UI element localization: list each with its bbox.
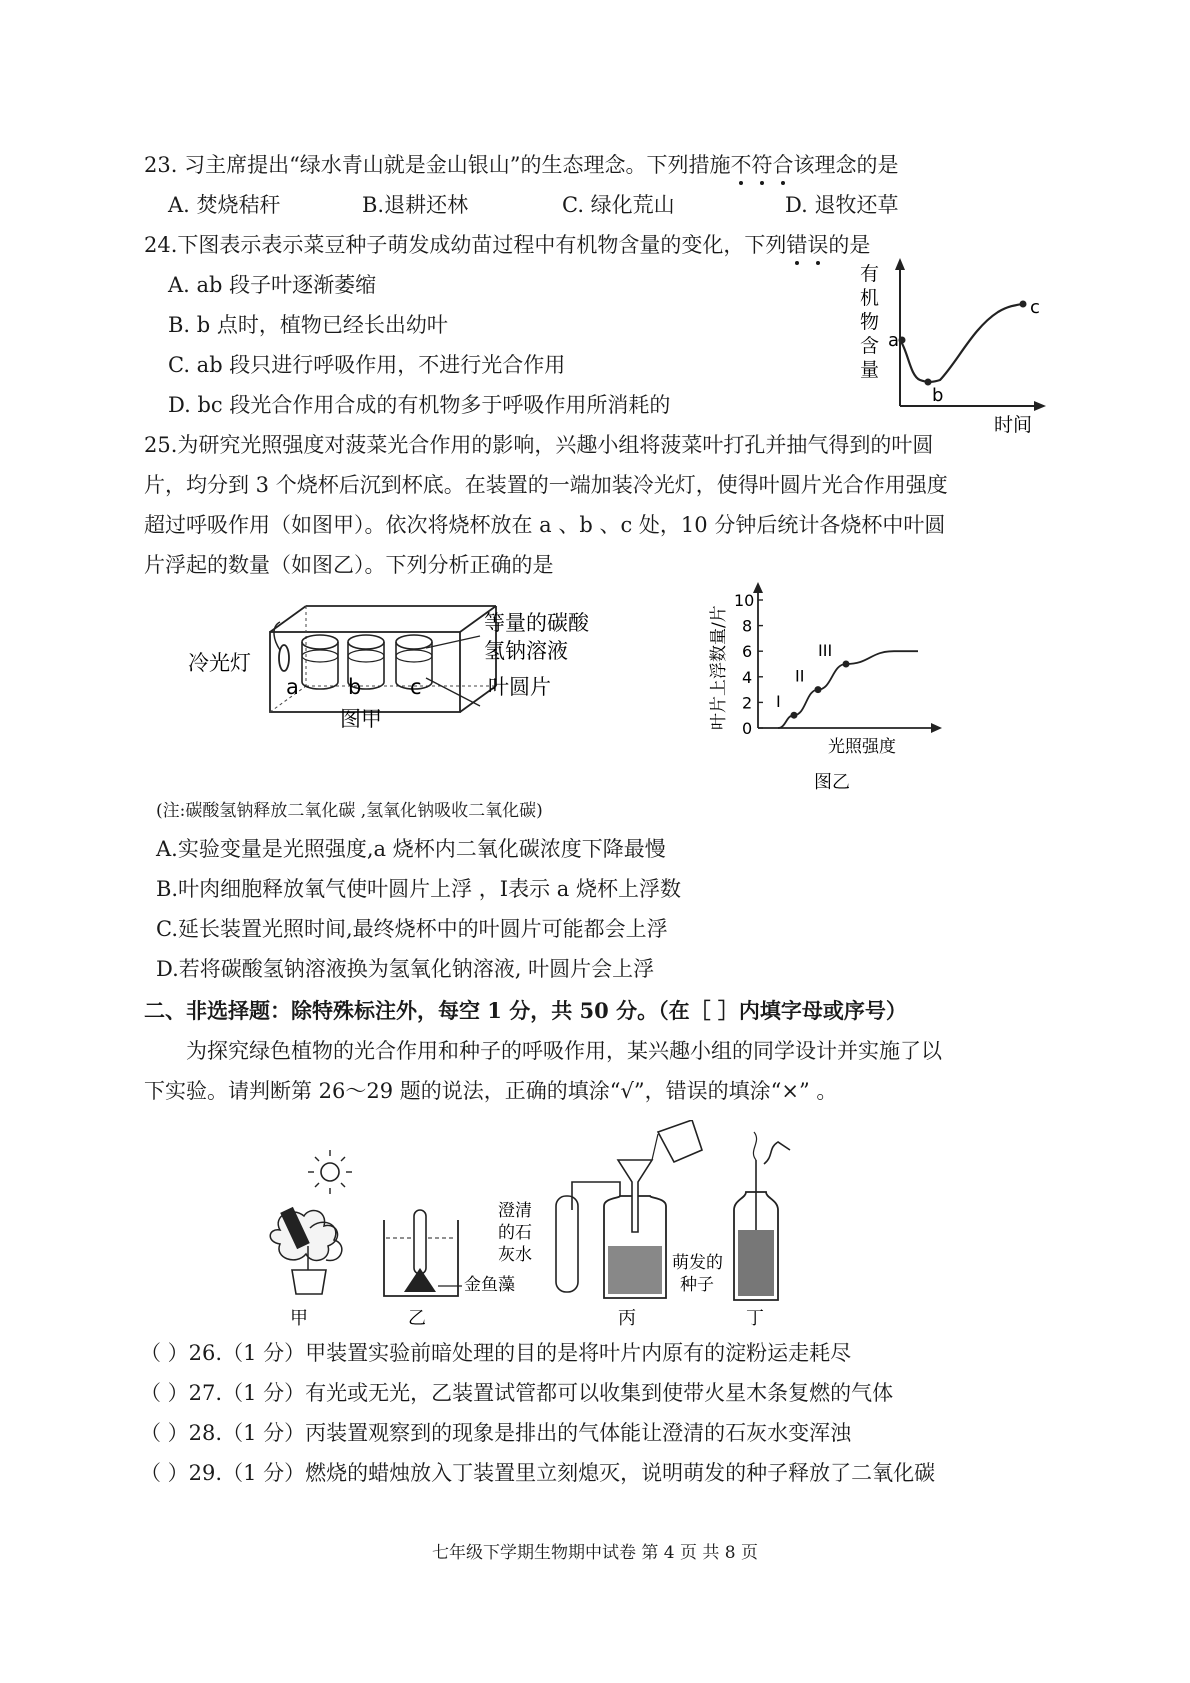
section2-intro-line-2: 下实验。请判断第 26～29 题的说法，正确的填涂“√”，错误的填涂“×” 。: [144, 1079, 838, 1103]
q24-option-c: C. ab 段只进行呼吸作用，不进行光合作用: [168, 353, 566, 377]
fig-b-point: [791, 712, 798, 719]
q24-point-a: [899, 337, 906, 344]
q25-option-d: D.若将碳酸氢钠溶液换为氢氧化钠溶液, 叶圆片会上浮: [156, 957, 655, 981]
q24-ylabel-3: 含: [860, 335, 880, 357]
goldfish-weed-beaker-icon: [384, 1210, 462, 1296]
apparatus-label-jia: 甲: [290, 1308, 308, 1329]
q24-option-d: D. bc 段光合作用合成的有机物多于呼吸作用所消耗的: [168, 393, 671, 417]
tf-item-27: （ ）27.（1 分）有光或无光，乙装置试管都可以收集到使带火星木条复燃的气体: [140, 1381, 894, 1405]
q24-point-b: [925, 379, 932, 386]
q24-stem-pre: 24.下图表示表示菜豆种子萌发成幼苗过程中有机物含量的变化，下列: [144, 233, 787, 257]
q23-stem-pre: 23. 习主席提出“绿水青山就是金山银山”的生态理念。下列措施: [144, 153, 731, 177]
fig-b-point: [815, 686, 822, 693]
q25-note: (注:碳酸氢钠释放二氧化碳 ,氢氧化钠吸收二氧化碳): [156, 801, 543, 821]
fig-a-disc-label: 叶圆片: [488, 675, 551, 699]
emphasis-char: 合: [773, 150, 794, 180]
q25-figure-b-chart: [704, 580, 944, 796]
q24-label-b: b: [932, 385, 944, 406]
limewater-label-3: 灰水: [498, 1245, 532, 1265]
fig-a-leader-solution: [426, 636, 480, 648]
q25-stem-line-3: 超过呼吸作用（如图甲）。依次将烧杯放在 a 、b 、c 处，10 分钟后统计各烧杯中叶圆: [144, 513, 946, 537]
fig-b-point-label: III: [818, 641, 833, 660]
q24-xlabel: 时间: [994, 414, 1033, 436]
tf-item-28: （ ）28.（1 分）丙装置观察到的现象是排出的气体能让澄清的石灰水变浑浊: [140, 1421, 852, 1445]
fig-b-x-arrow-icon: [931, 723, 942, 733]
q23-stem: [144, 150, 899, 180]
limewater-label-2: 的石: [498, 1223, 532, 1243]
q24-graph: [848, 256, 1048, 436]
fig-b-ytick-label: 4: [742, 667, 753, 687]
beaker-a-icon: [302, 635, 338, 689]
q24-ylabel-4: 量: [860, 359, 880, 381]
fig-b-y-arrow-icon: [753, 582, 763, 593]
fig-b-ylabel: 叶片上浮数量/片: [709, 605, 729, 730]
cold-lamp-icon: [279, 645, 289, 671]
fig-b-ytick-label: 2: [742, 693, 753, 713]
emphasis-char: 错: [786, 230, 807, 260]
q23-option-b: B.退耕还林: [362, 193, 469, 217]
fig-a-pos-c: c: [410, 675, 422, 699]
q24-curve: [900, 304, 1023, 382]
plant-with-sun-icon: [270, 1150, 352, 1294]
q25-stem-line-2: 片，均分到 3 个烧杯后沉到杯底。在装置的一端加装冷光灯，使得叶圆片光合作用强度: [144, 473, 948, 497]
apparatus-label-ding: 丁: [746, 1308, 764, 1329]
emphasis-char: 误: [807, 230, 828, 260]
emphasis-char: 符: [752, 150, 773, 180]
fig-b-point-label: II: [795, 666, 805, 686]
q25-option-a: A.实验变量是光照强度,a 烧杯内二氧化碳浓度下降最慢: [156, 837, 666, 861]
fig-a-pos-b: b: [348, 675, 362, 699]
fig-a-pos-a: a: [286, 675, 299, 699]
q23-stem-emphasis: [731, 153, 794, 177]
q25-stem-line-1: 25.为研究光照强度对菠菜光合作用的影响，兴趣小组将菠菜叶打孔并抽气得到的叶圆: [144, 433, 934, 457]
q25-option-c: C.延长装置光照时间,最终烧杯中的叶圆片可能都会上浮: [156, 917, 668, 941]
q25-option-b: B.叶肉细胞释放氧气使叶圆片上浮 ，Ⅰ表示 a 烧杯上浮数: [156, 877, 681, 901]
q24-label-c: c: [1030, 297, 1040, 318]
q23-stem-post: 该理念的是: [793, 153, 899, 177]
q24-ylabel-2: 物: [860, 311, 880, 333]
fig-b-point: [843, 661, 850, 668]
q24-stem: [144, 230, 870, 260]
q23-option-c: C. 绿化荒山: [562, 193, 675, 217]
limewater-label-1: 澄清: [498, 1201, 532, 1221]
q24-ylabel-0: 有: [860, 263, 880, 285]
apparatus-label-bing: 丙: [618, 1308, 636, 1329]
fig-a-leader-disc: [426, 678, 480, 706]
fig-a-lamp-label: 冷光灯: [188, 651, 251, 675]
q23-option-d: D. 退牧还草: [785, 193, 899, 217]
fig-b-ytick-label: 0: [742, 719, 753, 738]
tf-item-26: （ ）26.（1 分）甲装置实验前暗处理的目的是将叶片内原有的淀粉运走耗尽: [140, 1341, 852, 1365]
section2-intro-line-1: 为探究绿色植物的光合作用和种子的呼吸作用，某兴趣小组的同学设计并实施了以: [186, 1039, 942, 1063]
section2-heading: 二、非选择题：除特殊标注外，每空 1 分，共 50 分。（在［ ］内填字母或序号）: [144, 998, 907, 1023]
q25-figure-a: [188, 598, 648, 788]
q23-option-a: A. 焚烧秸秆: [168, 193, 281, 217]
fig-a-solution-1: 等量的碳酸: [484, 611, 589, 635]
fig-b-ytick-label: 8: [742, 616, 753, 636]
tf-item-29: （ ）29.（1 分）燃烧的蜡烛放入丁装置里立刻熄灭，说明萌发的种子释放了二氧化碳: [140, 1461, 936, 1485]
fig-b-xlabel: 光照强度: [828, 737, 896, 757]
fig-b-ytick-label: 6: [742, 642, 753, 662]
seeds-label-2: 种子: [680, 1275, 714, 1295]
fig-a-caption: 图甲: [340, 707, 382, 731]
q24-y-arrow-icon: [895, 258, 905, 270]
q24-stem-emphasis: [786, 233, 828, 257]
page-footer: 七年级下学期生物期中试卷 第 4 页 共 8 页: [431, 1543, 759, 1563]
q25-stem-line-4: 片浮起的数量（如图乙）。下列分析正确的是: [144, 553, 554, 577]
apparatus-label-yi: 乙: [408, 1308, 426, 1329]
q24-ylabel-1: 机: [860, 287, 880, 309]
q24-option-a: A. ab 段子叶逐渐萎缩: [168, 273, 377, 297]
q24-x-arrow-icon: [1034, 401, 1046, 411]
q24-label-a: a: [888, 330, 900, 351]
fig-a-solution-2: 氢钠溶液: [484, 639, 568, 663]
seeds-label-1: 萌发的: [672, 1253, 723, 1273]
fig-b-caption: 图乙: [814, 772, 850, 793]
emphasis-char: 不: [731, 150, 752, 180]
fig-b-point-label: I: [776, 692, 781, 712]
goldfish-weed-label: 金鱼藻: [464, 1275, 515, 1295]
q24-stem-post: 的是: [828, 233, 871, 257]
q24-point-c: [1020, 301, 1027, 308]
fig-b-ytick-label: 10: [734, 591, 755, 610]
q24-option-b: B. b 点时，植物已经长出幼叶: [168, 313, 448, 337]
apparatus-illustration: [262, 1120, 872, 1330]
germinating-seed-jar-icon: [734, 1132, 790, 1300]
